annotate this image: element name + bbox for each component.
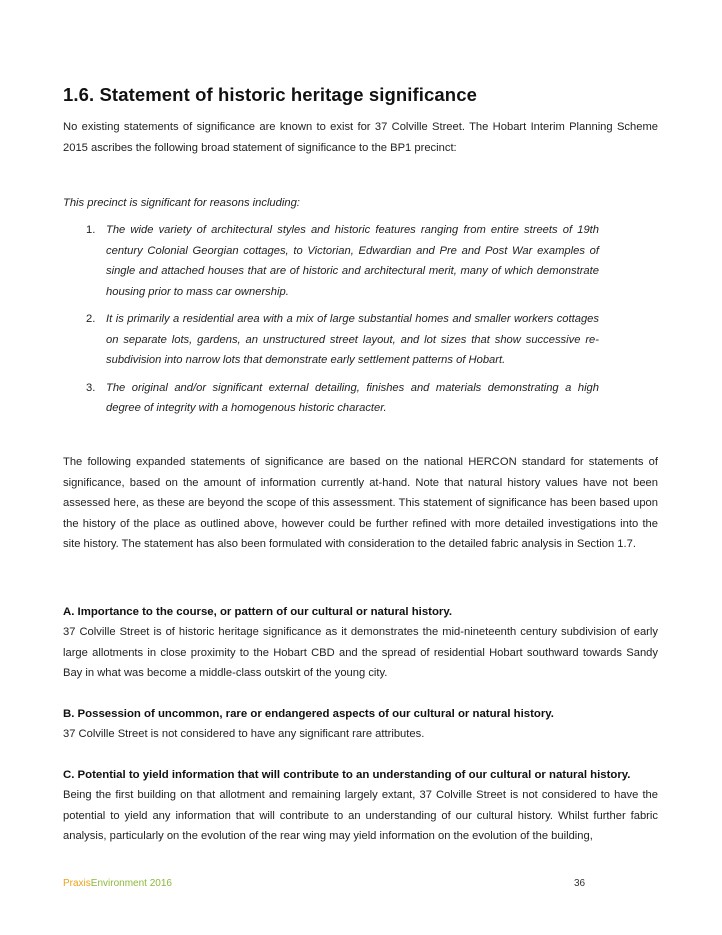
intro-paragraph: No existing statements of significance are known to exist for 37 Colville Street. The Hobart Interim Planning Scheme 2015 ascribes the following broad statement of significance to the BP1 precinct: <box>63 121 658 154</box>
list-item-number: 2. <box>86 313 96 325</box>
expanded-statement-paragraph: The following expanded statements of significance are based on the national HERCON standard for statements of significance, based on the amount of information currently at-hand. Note that natural history values have not been assessed here, as these are beyond the scope of this assessment. This statement of significance has been based upon the history of the place as outlined above, however could be further refined with more detailed investigations into the site history. The statement has also been formulated with consideration to the detailed fabric analysis in Section 1.7. <box>63 456 658 550</box>
list-item-number: 3. <box>86 381 96 394</box>
criterion-c-text: Being the first building on that allotment and remaining largely extant, 37 Colville Street is not considered to have the potential to yield any information that will contribute to an understanding of our cultural history. Whilst further fabric analysis, particularly on the evolution of the rear wing may yield information on the evolution of the building, <box>63 789 658 842</box>
criterion-a-heading: A. Importance to the course, or pattern of our cultural or natural history. <box>63 606 453 618</box>
list-item <box>63 220 599 302</box>
section-heading: 1.6. Statement of historic heritage significance <box>63 84 477 105</box>
list-item-number: 1. <box>86 224 96 236</box>
footer-brand <box>63 878 172 889</box>
list-item <box>63 309 599 371</box>
brand-praxis: Praxis <box>63 878 91 889</box>
list-item-text: The original and/or significant external detailing, finishes and materials demonstrating a high degree of integrity with a homogenous historic character. <box>106 381 599 414</box>
criterion-b-heading: B. Possession of uncommon, rare or endangered aspects of our cultural or natural history. <box>63 708 554 720</box>
precinct-significance-list <box>63 220 599 426</box>
list-item-text: It is primarily a residential area with a mix of large substantial homes and smaller workers cottages on separate lots, gardens, an unstructured street layout, and lot sizes that show successive re-subdivision into narrow lots that demonstrate early settlement patterns of Hobart. <box>106 313 599 366</box>
footer-year: 2016 <box>146 878 172 889</box>
brand-environment: Environment <box>90 878 147 889</box>
criterion-a-text: 37 Colville Street is of historic heritage significance as it demonstrates the mid-nineteenth century subdivision of early large allotments in close proximity to the Hobart CBD and the spread of residential Hobart southward towards Sandy Bay in what was become a middle-class outskirt of the young city. <box>63 626 658 679</box>
list-item <box>63 378 599 419</box>
criterion-c-heading: C. Potential to yield information that will contribute to an understanding of our cultural or natural history. <box>63 769 631 781</box>
page-number: 36 <box>574 878 586 889</box>
criterion-b-text: 37 Colville Street is not considered to have any significant rare attributes. <box>63 728 425 740</box>
list-item-text: The wide variety of architectural styles and historic features ranging from entire streets of 19th century Colonial Georgian cottages, to Victorian, Edwardian and Pre and Post War examples of single and attached houses that are of historic and architectural merit, many of which demonstrate housing prior to mass car ownership. <box>106 224 599 298</box>
precinct-lead-text: This precinct is significant for reasons including: <box>63 197 300 209</box>
